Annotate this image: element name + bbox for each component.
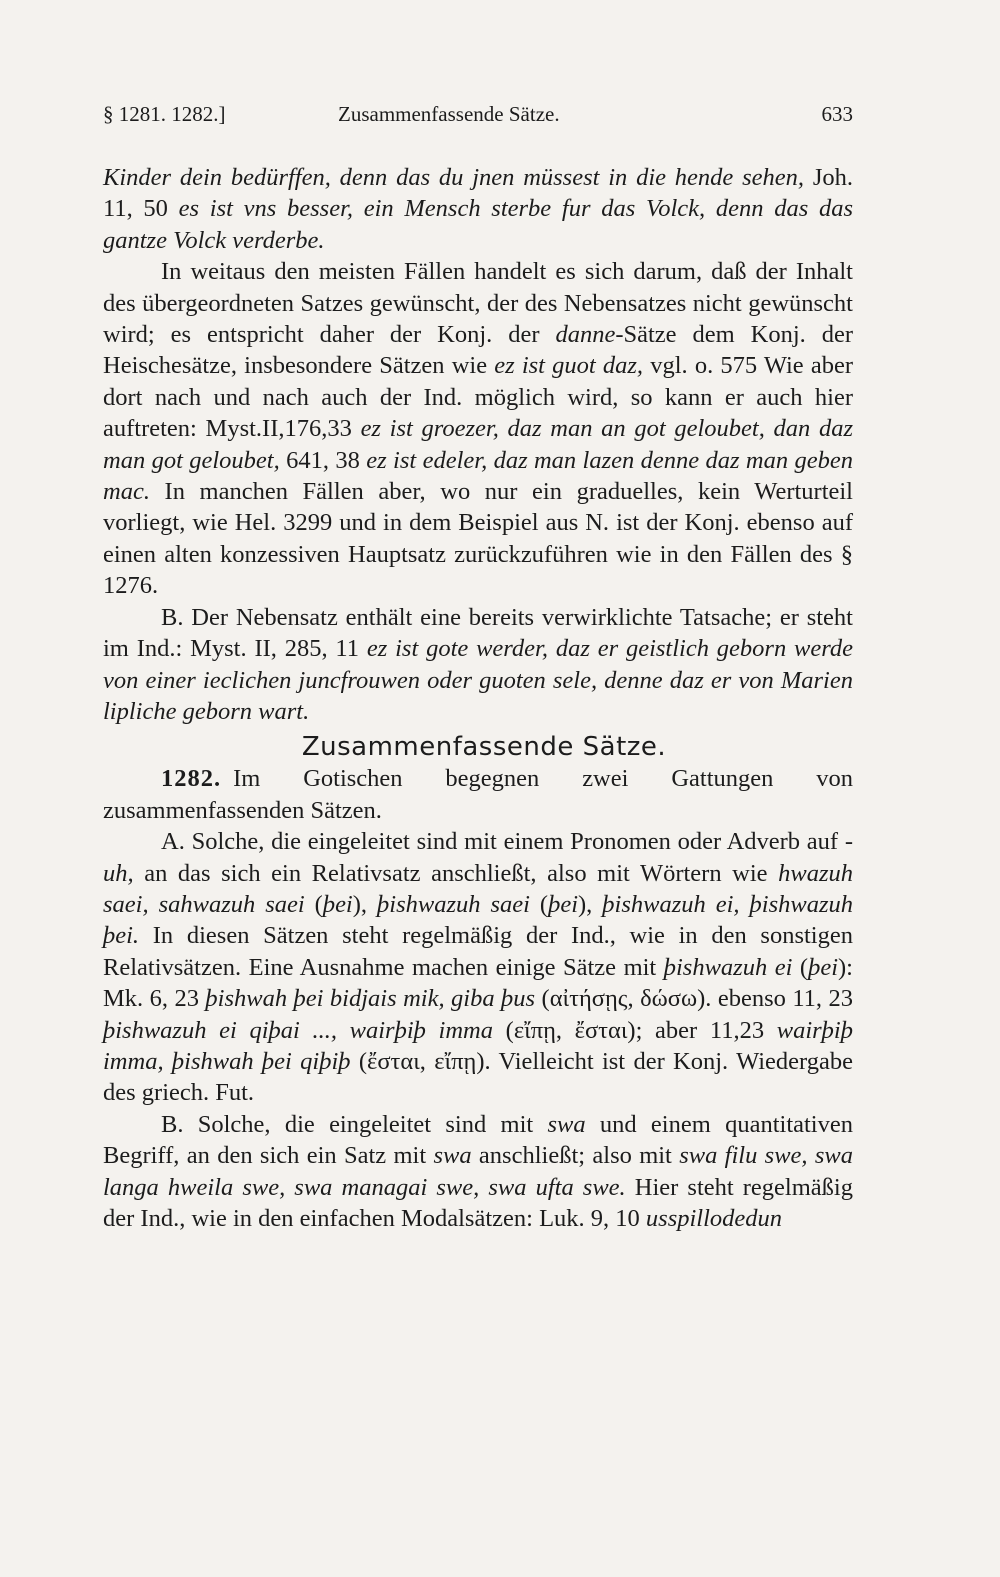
page-number: 633 [821,102,853,126]
quote-text: ez ist groezer, daz man an got geloubet, dan daz man got geloubet, [103,415,853,474]
header-title: Zusammenfassende Sätze. [338,102,560,126]
quote-text: ez ist gote werder, daz er geistlich geborn werde von einer ieclichen juncfrouwen oder guoten sele, denne daz er von Marien lipliche geborn wart. [103,635,853,725]
paragraph-b-swa [103,1109,853,1235]
quote-text: wairþiþ imma, þishwah þei qiþiþ [103,1016,853,1075]
quote-text: usspillodedun [645,1205,783,1232]
italic-term: swa [547,1110,586,1138]
italic-term: þishwazuh ei, þishwazuh þei. [103,890,853,950]
text-run: -Sätze dem Konj. der Heischesätze, insbesondere Sätzen wie [103,321,853,380]
quote-text: ez ist edeler, daz man lazen denne daz man geben mac. [103,446,853,506]
quote-text: Kinder dein bedürffen, denn das du jnen müssest in die hende sehen, [103,164,805,191]
text-run: (ἔσται, εἴπῃ). Vielleicht ist der Konj. Wiedergabe des griech. Fut. [103,1047,853,1107]
text-run: ), [578,890,603,918]
text-run: In manchen Fällen aber, wo nur ein graduelles, kein Werturteil vorliegt, wie Hel. 3299 und in dem Beispiel aus N. ist der Konj. ebenso auf einen alten konzessiven Hauptsatz zurückzuführen wie in den Fällen des § 1276. [103,478,853,600]
paragraph-continued-quote [103,162,853,256]
text-run: Im Gotischen begegnen zwei Gattungen von zusammenfassenden Sätzen. [103,765,853,824]
text-run: und einem quantitativen Begriff, an den sich ein Satz mit [103,1110,853,1170]
text-run: B. Solche, die eingeleitet sind mit [161,1110,548,1138]
italic-term: swa [433,1142,472,1170]
paragraph-number: 1282. [161,765,222,793]
quote-text: þishwazuh ei qiþai ..., wairþiþ imma [103,1016,493,1044]
italic-term: hwazuh saei, sahwazuh saei [103,859,853,918]
quote-text: þishwah þei bidjais mik, giba þus [205,985,536,1013]
paragraph-a-pronomen [103,826,853,1109]
citation: 641, 38 [279,446,367,474]
text-run: ( [792,953,809,981]
header-section-ref: § 1281. 1282.] [103,102,226,126]
running-header [103,102,853,132]
paragraph-b-ind [103,602,853,728]
text-run: ( [529,890,549,918]
section-heading: Zusammenfassende Sätze. [301,732,667,763]
italic-term: -uh, [103,828,853,887]
text-run: ): Mk. 6, 23 [103,953,853,1013]
text-run: (αἰτήσῃς, δώσω). ebenso 11, 23 [535,985,853,1013]
italic-term: swa filu swe, swa langa hweila swe, swa managai swe, swa ufta swe. [103,1142,853,1201]
italic-term: danne [555,321,616,349]
italic-term: þei [548,890,579,918]
text-run: In diesen Sätzen steht regelmäßig der Ind., wie in den sonstigen Relativsätzen. Eine Ausnahme machen einige Sätze mit [103,922,853,981]
italic-term: þishwazuh saei [377,890,530,918]
paragraph-1282 [103,763,853,826]
text-run: (εἴπῃ, ἔσται); aber 11,23 [493,1016,777,1044]
text-run: anschließt; also mit [471,1142,680,1170]
italic-term: þei [322,890,353,918]
text-run: Hier steht regelmäßig der Ind., wie in den einfachen Modalsätzen: Luk. 9, 10 [103,1173,853,1232]
italic-term: ez ist guot daz, [494,352,644,380]
text-run: A. Solche, die eingeleitet sind mit einem Pronomen oder Adverb auf [161,828,845,856]
text-run: In weitaus den meisten Fällen handelt es sich darum, daß der Inhalt des übergeordneten Satzes gewünscht, der des Nebensatzes nicht gewünscht wird; es entspricht daher der Konj. der [103,258,853,349]
paragraph-konj [103,256,853,601]
citation: Joh. 11, 50 [103,164,853,223]
italic-term: þei [808,953,839,981]
text-run: vgl. o. 575 Wie aber dort nach und nach auch der Ind. möglich wird, so kann er auch hier auftreten: Myst.II,176,33 [103,352,853,443]
text-run: ), [352,890,378,918]
text-run: ( [304,890,323,918]
text-run: B. Der Nebensatz enthält eine bereits verwirklichte Tatsache; er steht im Ind.: Myst. II, 285, 11 [103,603,853,663]
quote-text: es ist vns besser, ein Mensch sterbe fur das Volck, denn das das gantze Volck verderbe. [103,195,853,254]
italic-term: þishwazuh ei [663,953,793,981]
page-body [103,162,853,1234]
text-run: an das sich ein Relativsatz anschließt, also mit Wörtern wie [133,859,779,887]
